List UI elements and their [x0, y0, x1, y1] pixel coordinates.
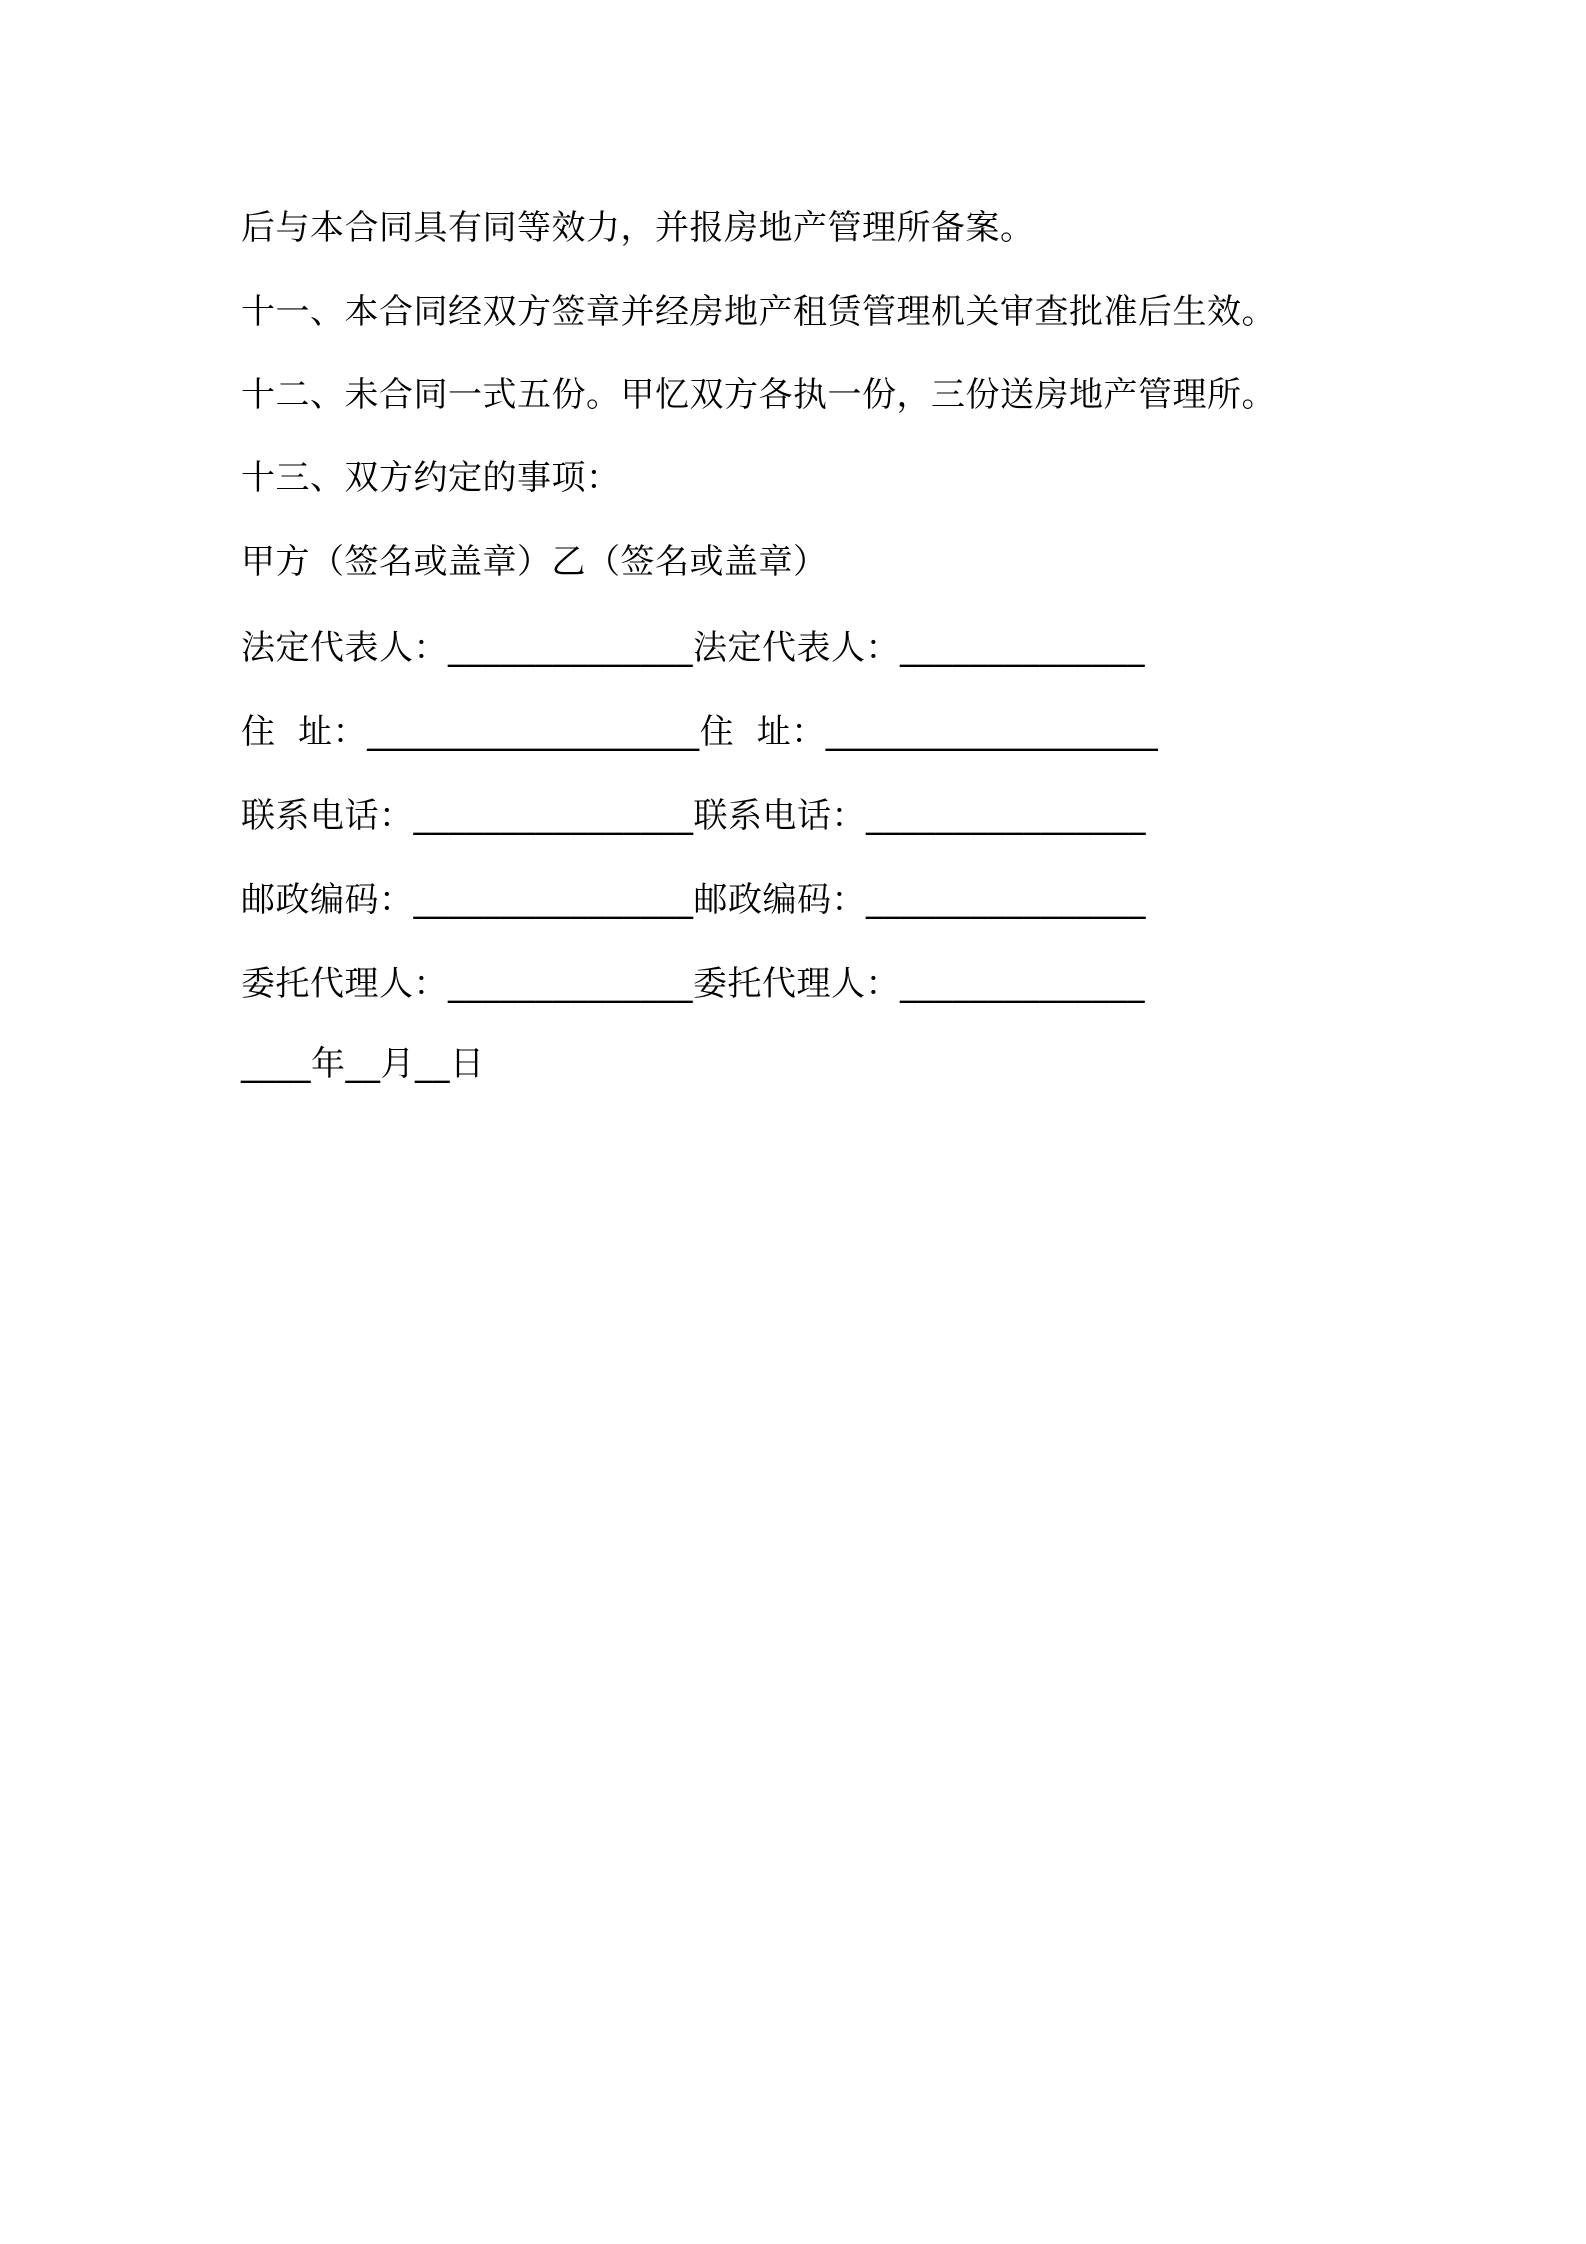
clause-10-continuation: 后与本合同具有同等效力，并报房地产管理所备案。: [241, 208, 1035, 248]
agent-line: 委托代理人：______________委托代理人：______________: [241, 964, 1145, 1004]
clause-12: 十二、未合同一式五份。甲忆双方各执一份，三份送房地产管理所。: [241, 375, 1276, 415]
phone-line: 联系电话：________________联系电话：________________: [241, 796, 1146, 836]
postal-code-line: 邮政编码：________________邮政编码：________________: [241, 880, 1146, 920]
legal-representative-line: 法定代表人：______________法定代表人：______________: [241, 628, 1145, 668]
date-line: ____年__月__日: [241, 1044, 485, 1084]
address-line: 住 址：___________________住 址：___________________: [241, 712, 1159, 752]
clause-13: 十三、双方约定的事项：: [241, 458, 621, 498]
clause-11: 十一、本合同经双方签章并经房地产租赁管理机关审查批准后生效。: [241, 292, 1276, 332]
signature-parties-line: 甲方（签名或盖章）乙（签名或盖章）: [241, 542, 828, 582]
